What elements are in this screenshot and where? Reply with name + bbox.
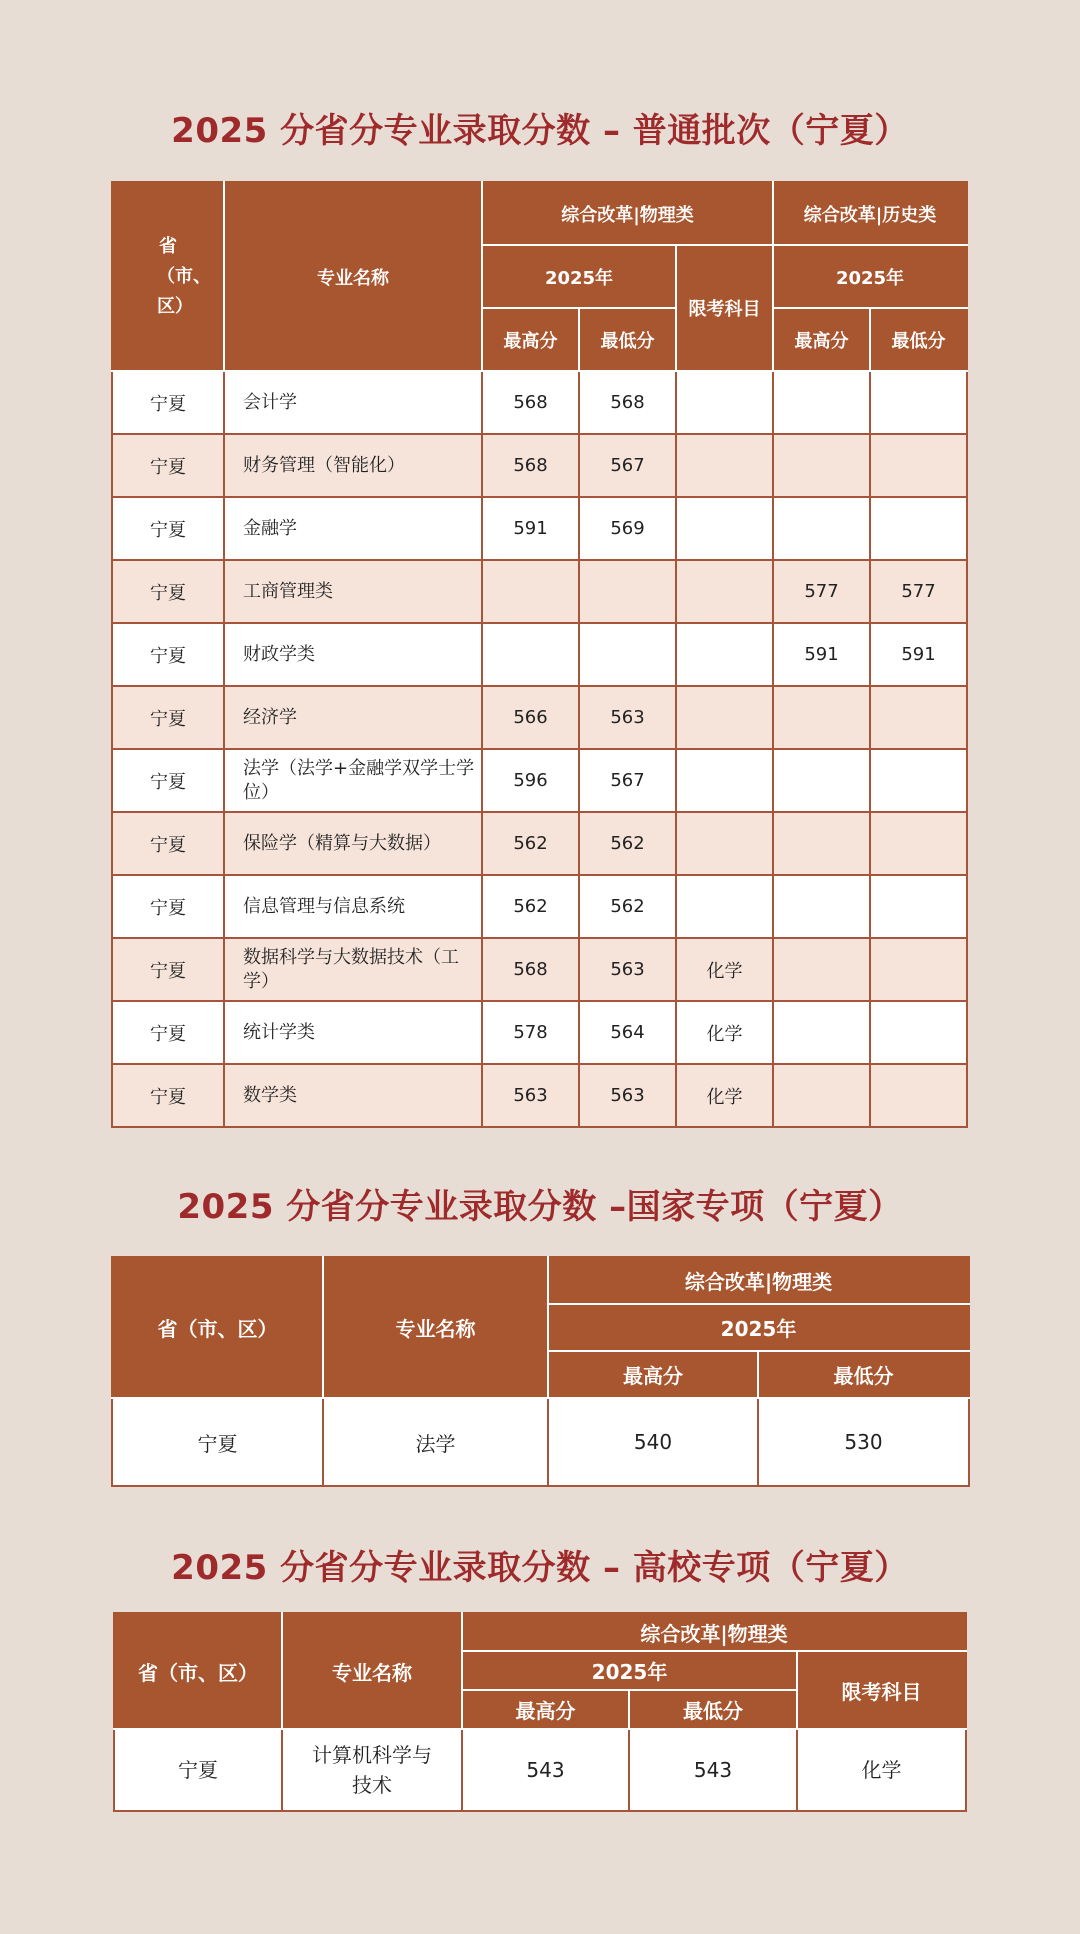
cell-min-history xyxy=(870,875,967,938)
cell-subject xyxy=(676,812,773,875)
cell-min-physics: 568 xyxy=(579,371,676,434)
cell-min-history: 591 xyxy=(870,623,967,686)
table-row xyxy=(112,1398,969,1486)
cell-min-history xyxy=(870,497,967,560)
header-min: 最低分 xyxy=(758,1351,969,1398)
cell-min-physics: 563 xyxy=(579,1064,676,1127)
header-year: 2025年 xyxy=(548,1304,969,1351)
header-province: 省（市、区） xyxy=(112,1257,323,1398)
admission-table-regular xyxy=(111,181,968,1128)
admission-table-national-special xyxy=(111,1256,970,1487)
header-physics-group: 综合改革|物理类 xyxy=(482,182,773,245)
cell-min-history xyxy=(870,686,967,749)
table-row xyxy=(112,749,967,812)
cell-province: 宁夏 xyxy=(112,371,224,434)
cell-province: 宁夏 xyxy=(112,686,224,749)
header-year: 2025年 xyxy=(462,1651,797,1690)
cell-max-physics: 591 xyxy=(482,497,579,560)
table-row xyxy=(112,686,967,749)
header-min-history: 最低分 xyxy=(870,308,967,371)
cell-max: 543 xyxy=(462,1729,629,1811)
cell-province: 宁夏 xyxy=(112,938,224,1001)
cell-min-physics: 569 xyxy=(579,497,676,560)
cell-max-history: 591 xyxy=(773,623,870,686)
cell-major: 法学 xyxy=(323,1398,548,1486)
cell-max-physics: 562 xyxy=(482,812,579,875)
cell-subject xyxy=(676,623,773,686)
cell-subject: 化学 xyxy=(676,1001,773,1064)
cell-province: 宁夏 xyxy=(112,812,224,875)
table-row xyxy=(112,1001,967,1064)
table2-title: 2025 分省分专业录取分数 –国家专项（宁夏） xyxy=(177,1187,903,1227)
table-row xyxy=(112,371,967,434)
header-max-history: 最高分 xyxy=(773,308,870,371)
table-row xyxy=(114,1729,966,1811)
cell-max-physics: 568 xyxy=(482,434,579,497)
cell-max-history xyxy=(773,875,870,938)
header-major: 专业名称 xyxy=(323,1257,548,1398)
cell-min-history xyxy=(870,812,967,875)
header-year-history: 2025年 xyxy=(773,245,967,308)
cell-max-physics: 563 xyxy=(482,1064,579,1127)
table-row xyxy=(112,497,967,560)
cell-subject xyxy=(676,875,773,938)
cell-province: 宁夏 xyxy=(112,434,224,497)
cell-max-history xyxy=(773,434,870,497)
cell-max-history xyxy=(773,812,870,875)
cell-max-history xyxy=(773,749,870,812)
cell-max-physics: 568 xyxy=(482,371,579,434)
table-row xyxy=(112,560,967,623)
cell-major: 信息管理与信息系统 xyxy=(224,875,482,938)
cell-min-history xyxy=(870,938,967,1001)
table-row xyxy=(112,1064,967,1127)
cell-subject xyxy=(676,749,773,812)
cell-province: 宁夏 xyxy=(112,1398,323,1486)
cell-min-physics: 563 xyxy=(579,686,676,749)
cell-major: 财政学类 xyxy=(224,623,482,686)
cell-province: 宁夏 xyxy=(112,1064,224,1127)
cell-subject xyxy=(676,497,773,560)
cell-min-physics: 567 xyxy=(579,749,676,812)
header-min-physics: 最低分 xyxy=(579,308,676,371)
table-row xyxy=(112,938,967,1001)
table1-title: 2025 分省分专业录取分数 – 普通批次（宁夏） xyxy=(171,111,909,151)
cell-major: 会计学 xyxy=(224,371,482,434)
header-max-physics: 最高分 xyxy=(482,308,579,371)
table-row xyxy=(112,434,967,497)
cell-max-history xyxy=(773,686,870,749)
cell-min-physics: 564 xyxy=(579,1001,676,1064)
cell-max-physics: 566 xyxy=(482,686,579,749)
cell-subject: 化学 xyxy=(676,1064,773,1127)
cell-min-physics: 562 xyxy=(579,812,676,875)
cell-max-physics xyxy=(482,623,579,686)
cell-min-history xyxy=(870,1001,967,1064)
table3-title: 2025 分省分专业录取分数 – 高校专项（宁夏） xyxy=(171,1548,909,1588)
header-history-group: 综合改革|历史类 xyxy=(773,182,967,245)
cell-max-history xyxy=(773,1064,870,1127)
cell-major: 数学类 xyxy=(224,1064,482,1127)
cell-subject xyxy=(676,686,773,749)
header-subject-requirement: 限考科目 xyxy=(797,1651,966,1729)
cell-major: 计算机科学与技术 xyxy=(282,1729,462,1811)
header-province: 省（市、区） xyxy=(114,1613,282,1729)
cell-max: 540 xyxy=(548,1398,758,1486)
cell-max-physics: 562 xyxy=(482,875,579,938)
cell-max-history xyxy=(773,371,870,434)
cell-major: 统计学类 xyxy=(224,1001,482,1064)
cell-max-history xyxy=(773,497,870,560)
admission-table-university-special xyxy=(113,1612,967,1812)
cell-max-history: 577 xyxy=(773,560,870,623)
table-row xyxy=(112,812,967,875)
header-major: 专业名称 xyxy=(224,182,482,371)
header-physics-group: 综合改革|物理类 xyxy=(548,1257,969,1304)
cell-major: 经济学 xyxy=(224,686,482,749)
cell-min-physics: 567 xyxy=(579,434,676,497)
cell-min-physics xyxy=(579,623,676,686)
cell-province: 宁夏 xyxy=(112,875,224,938)
cell-province: 宁夏 xyxy=(112,623,224,686)
cell-subject xyxy=(676,434,773,497)
cell-min-physics: 562 xyxy=(579,875,676,938)
cell-province: 宁夏 xyxy=(112,749,224,812)
cell-min-history: 577 xyxy=(870,560,967,623)
cell-major: 金融学 xyxy=(224,497,482,560)
cell-subject xyxy=(676,371,773,434)
cell-min-history xyxy=(870,1064,967,1127)
cell-subject xyxy=(676,560,773,623)
cell-major: 工商管理类 xyxy=(224,560,482,623)
cell-min-physics: 563 xyxy=(579,938,676,1001)
cell-max-history xyxy=(773,938,870,1001)
cell-max-physics: 578 xyxy=(482,1001,579,1064)
cell-min: 543 xyxy=(629,1729,797,1811)
cell-min-history xyxy=(870,749,967,812)
cell-min-history xyxy=(870,434,967,497)
cell-major: 数据科学与大数据技术（工学） xyxy=(224,938,482,1001)
cell-max-physics: 568 xyxy=(482,938,579,1001)
cell-max-physics xyxy=(482,560,579,623)
table-row xyxy=(112,623,967,686)
cell-min: 530 xyxy=(758,1398,969,1486)
cell-province: 宁夏 xyxy=(112,1001,224,1064)
header-major: 专业名称 xyxy=(282,1613,462,1729)
header-year-physics: 2025年 xyxy=(482,245,676,308)
header-subject-requirement: 限考科目 xyxy=(676,245,773,371)
cell-max-physics: 596 xyxy=(482,749,579,812)
cell-max-history xyxy=(773,1001,870,1064)
table-row xyxy=(112,875,967,938)
cell-major: 法学（法学+金融学双学士学位） xyxy=(224,749,482,812)
header-province: 省（市、区） xyxy=(112,182,224,371)
header-min: 最低分 xyxy=(629,1690,797,1729)
cell-subject: 化学 xyxy=(676,938,773,1001)
header-max: 最高分 xyxy=(548,1351,758,1398)
cell-province: 宁夏 xyxy=(112,497,224,560)
cell-min-physics xyxy=(579,560,676,623)
cell-province: 宁夏 xyxy=(112,560,224,623)
cell-major: 保险学（精算与大数据） xyxy=(224,812,482,875)
cell-major: 财务管理（智能化） xyxy=(224,434,482,497)
header-max: 最高分 xyxy=(462,1690,629,1729)
cell-province: 宁夏 xyxy=(114,1729,282,1811)
cell-min-history xyxy=(870,371,967,434)
cell-subject: 化学 xyxy=(797,1729,966,1811)
header-physics-group: 综合改革|物理类 xyxy=(462,1613,966,1651)
